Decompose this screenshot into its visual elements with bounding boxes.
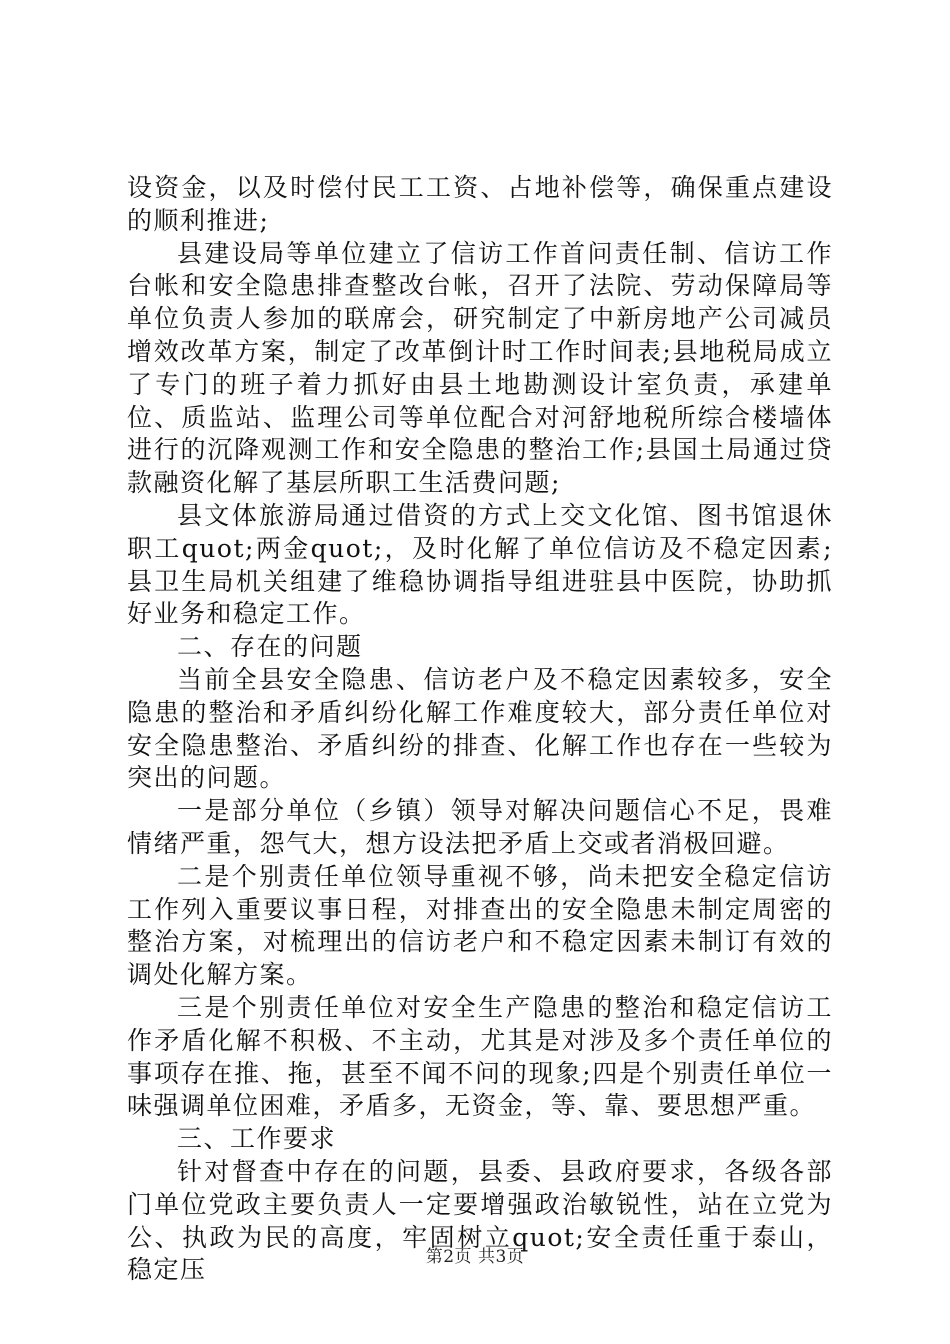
page-number-footer: 第2页 共3页 bbox=[425, 1247, 525, 1267]
paragraph-continuation: 设资金，以及时偿付民工工资、占地补偿等，确保重点建设的顺利推进; bbox=[127, 173, 833, 235]
paragraph-problem-two: 二是个别责任单位领导重视不够，尚未把安全稳定信访工作列入重要议事日程，对排查出的安全隐患未制定周密的整治方案，对梳理出的信访老户和不稳定因素未制订有效的调处化解方案。 bbox=[127, 861, 833, 990]
paragraph-requirements: 针对督查中存在的问题，县委、县政府要求，各级各部门单位党政主要负责人一定要增强政治敏锐性，站在立党为公、执政为民的高度，牢固树立quot;安全责任重于泰山，稳定压 bbox=[127, 1156, 833, 1285]
paragraph-construction-bureau: 县建设局等单位建立了信访工作首问责任制、信访工作台帐和安全隐患排查整改台帐，召开了法院、劳动保障局等单位负责人参加的联席会，研究制定了中新房地产公司减员增效改革方案，制定了改革倒计时工作时间表;县地税局成立了专门的班子着力抓好由县土地勘测设计室负责，承建单位、质监站、监理公司等单位配合对河舒地税所综合楼墙体进行的沉降观测工作和安全隐患的整治工作;县国土局通过贷款融资化解了基层所职工生活费问题; bbox=[127, 238, 833, 498]
paragraph-culture-tourism-bureau: 县文体旅游局通过借资的方式上交文化馆、图书馆退休职工quot;两金quot;，及时化解了单位信访及不稳定因素;县卫生局机关组建了维稳协调指导组进驻县中医院，协助抓好业务和稳定工作。 bbox=[127, 500, 833, 629]
document-body bbox=[127, 172, 833, 1287]
paragraph-problem-one: 一是部分单位（乡镇）领导对解决问题信心不足，畏难情绪严重，怨气大，想方设法把矛盾上交或者消极回避。 bbox=[127, 796, 833, 858]
paragraph-problem-three-four: 三是个别责任单位对安全生产隐患的整治和稳定信访工作矛盾化解不积极、不主动，尤其是对涉及多个责任单位的事项存在推、拖，甚至不闻不问的现象;四是个别责任单位一味强调单位困难，矛盾多，无资金，等、靠、要思想严重。 bbox=[127, 992, 833, 1121]
section-heading-problems: 二、存在的问题 bbox=[177, 632, 363, 662]
section-heading-requirements: 三、工作要求 bbox=[177, 1124, 337, 1154]
paragraph-problems-overview: 当前全县安全隐患、信访老户及不稳定因素较多，安全隐患的整治和矛盾纠纷化解工作难度较大，部分责任单位对安全隐患整治、矛盾纠纷的排查、化解工作也存在一些较为突出的问题。 bbox=[127, 664, 833, 793]
